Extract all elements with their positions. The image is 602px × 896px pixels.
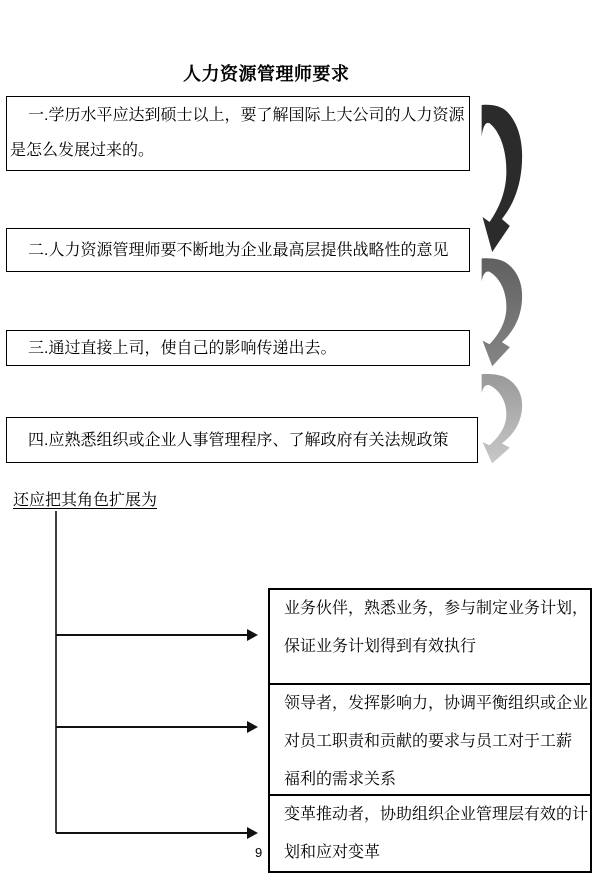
right-arrowhead-icon bbox=[247, 629, 258, 641]
role-text: 划和应对变革 bbox=[284, 844, 381, 861]
requirement-box-3 bbox=[6, 330, 470, 366]
role-text: 对员工职责和贡献的要求与员工对于工薪 bbox=[284, 733, 573, 750]
requirement-text: 一.学历水平应达到硕士以上，要了解国际上大公司的人力资源 bbox=[28, 107, 465, 124]
role-box-business-partner bbox=[270, 590, 590, 685]
page-number: 9 bbox=[255, 845, 263, 860]
right-arrowhead-icon bbox=[247, 827, 258, 839]
role-box-change-agent bbox=[270, 796, 590, 871]
requirement-text: 三.通过直接上司，使自己的影响传递出去。 bbox=[28, 340, 337, 357]
roles-table bbox=[268, 588, 592, 873]
role-box-leader bbox=[270, 685, 590, 796]
right-arrowhead-icon bbox=[247, 721, 258, 733]
branch-line-3 bbox=[56, 832, 248, 834]
requirement-box-4 bbox=[6, 417, 478, 463]
curved-down-arrow-icon bbox=[479, 373, 523, 464]
requirement-box-2 bbox=[6, 228, 470, 272]
role-text: 变革推动者，协助组织企业管理层有效的计 bbox=[284, 806, 589, 823]
requirement-text: 二.人力资源管理师要不断地为企业最高层提供战略性的意见 bbox=[28, 242, 449, 259]
branch-line-1 bbox=[56, 634, 248, 636]
role-text: 业务伙伴，熟悉业务，参与制定业务计划， bbox=[284, 600, 589, 617]
curved-down-arrow-icon bbox=[479, 257, 523, 367]
tree-trunk-line bbox=[55, 511, 57, 833]
expansion-heading: 还应把其角色扩展为 bbox=[13, 492, 158, 509]
page-title: 人力资源管理师要求 bbox=[183, 64, 350, 84]
role-text: 福利的需求关系 bbox=[284, 771, 397, 788]
requirement-text: 四.应熟悉组织或企业人事管理程序、了解政府有关法规政策 bbox=[28, 432, 449, 449]
curved-down-arrow-icon bbox=[479, 103, 523, 253]
requirement-text: 是怎么发展过来的。 bbox=[10, 142, 155, 159]
requirement-box-1 bbox=[6, 96, 470, 171]
role-text: 领导者，发挥影响力，协调平衡组织或企业 bbox=[284, 695, 589, 712]
branch-line-2 bbox=[56, 726, 248, 728]
role-text: 保证业务计划得到有效执行 bbox=[284, 638, 477, 655]
